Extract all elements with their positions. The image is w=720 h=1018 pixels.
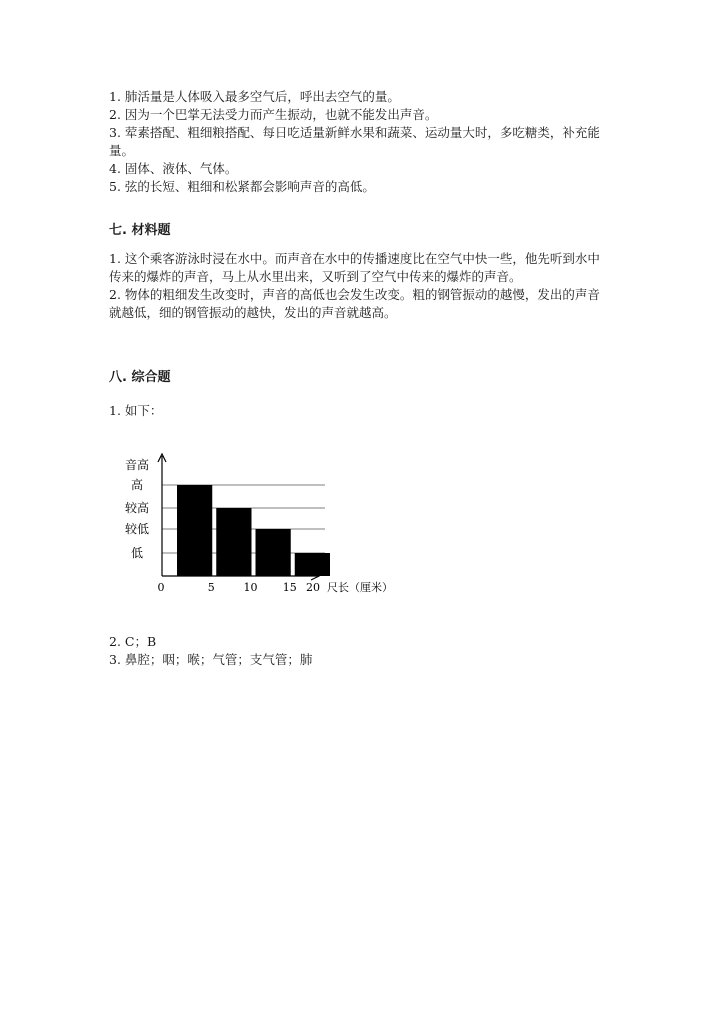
y-tick-label: 较高: [124, 501, 150, 515]
chart-bars: [177, 485, 330, 576]
answer-3: 3. 荤素搭配、粗细粮搭配、每日吃适量新鲜水果和蔬菜、运动量大时，多吃糖类，补充能量。: [109, 125, 600, 158]
y-tick-label: 较低: [124, 522, 150, 536]
question-1-label: 1. 如下：: [109, 403, 163, 418]
pitch-bar-chart: [109, 444, 409, 604]
y-tick-label: 低: [130, 546, 144, 560]
question-3-answer: 3. 鼻腔；咽；喉；气管；支气管；肺: [109, 652, 313, 667]
answer-4: 4. 固体、液体、气体。: [109, 161, 238, 176]
question-2-answer: 2. C；B: [109, 634, 157, 649]
section7-title: 七. 材料题: [109, 223, 171, 238]
x-axis-label: 尺长（厘米）: [327, 581, 393, 594]
y-axis-label: 音高: [124, 458, 150, 472]
x-tick-label: 20: [306, 581, 320, 594]
section7-answers: [109, 250, 609, 322]
bar: [177, 485, 212, 576]
x-tick-label: 10: [243, 581, 258, 594]
answer-1: 1. 肺活量是人体吸入最多空气后，呼出去空气的量。: [109, 89, 400, 104]
y-tick-label: 高: [130, 478, 144, 492]
answer-2: 2. 因为一个巴掌无法受力而产生振动，也就不能发出声音。: [109, 107, 438, 122]
bar: [216, 508, 251, 576]
material-answer-2: 2. 物体的粗细发生改变时，声音的高低也会发生改变。粗的钢管振动的越慢，发出的声音就越低，细的钢管振动的越快，发出的声音就越高。: [109, 287, 600, 320]
x-tick-label: 0: [157, 581, 165, 594]
x-tick-label: 5: [207, 581, 215, 594]
bar: [256, 529, 291, 576]
section6-answers: [109, 88, 609, 196]
section8-title: 八. 综合题: [109, 370, 171, 385]
x-tick-label: 15: [282, 581, 297, 594]
answer-5: 5. 弦的长短、粗细和松紧都会影响声音的高低。: [109, 179, 375, 194]
section8-answers: [109, 633, 609, 669]
material-answer-1: 1. 这个乘客游泳时浸在水中。而声音在水中的传播速度比在空气中快一些，他先听到水中传来的爆炸的声音，马上从水里出来，又听到了空气中传来的爆炸的声音。: [109, 251, 600, 284]
